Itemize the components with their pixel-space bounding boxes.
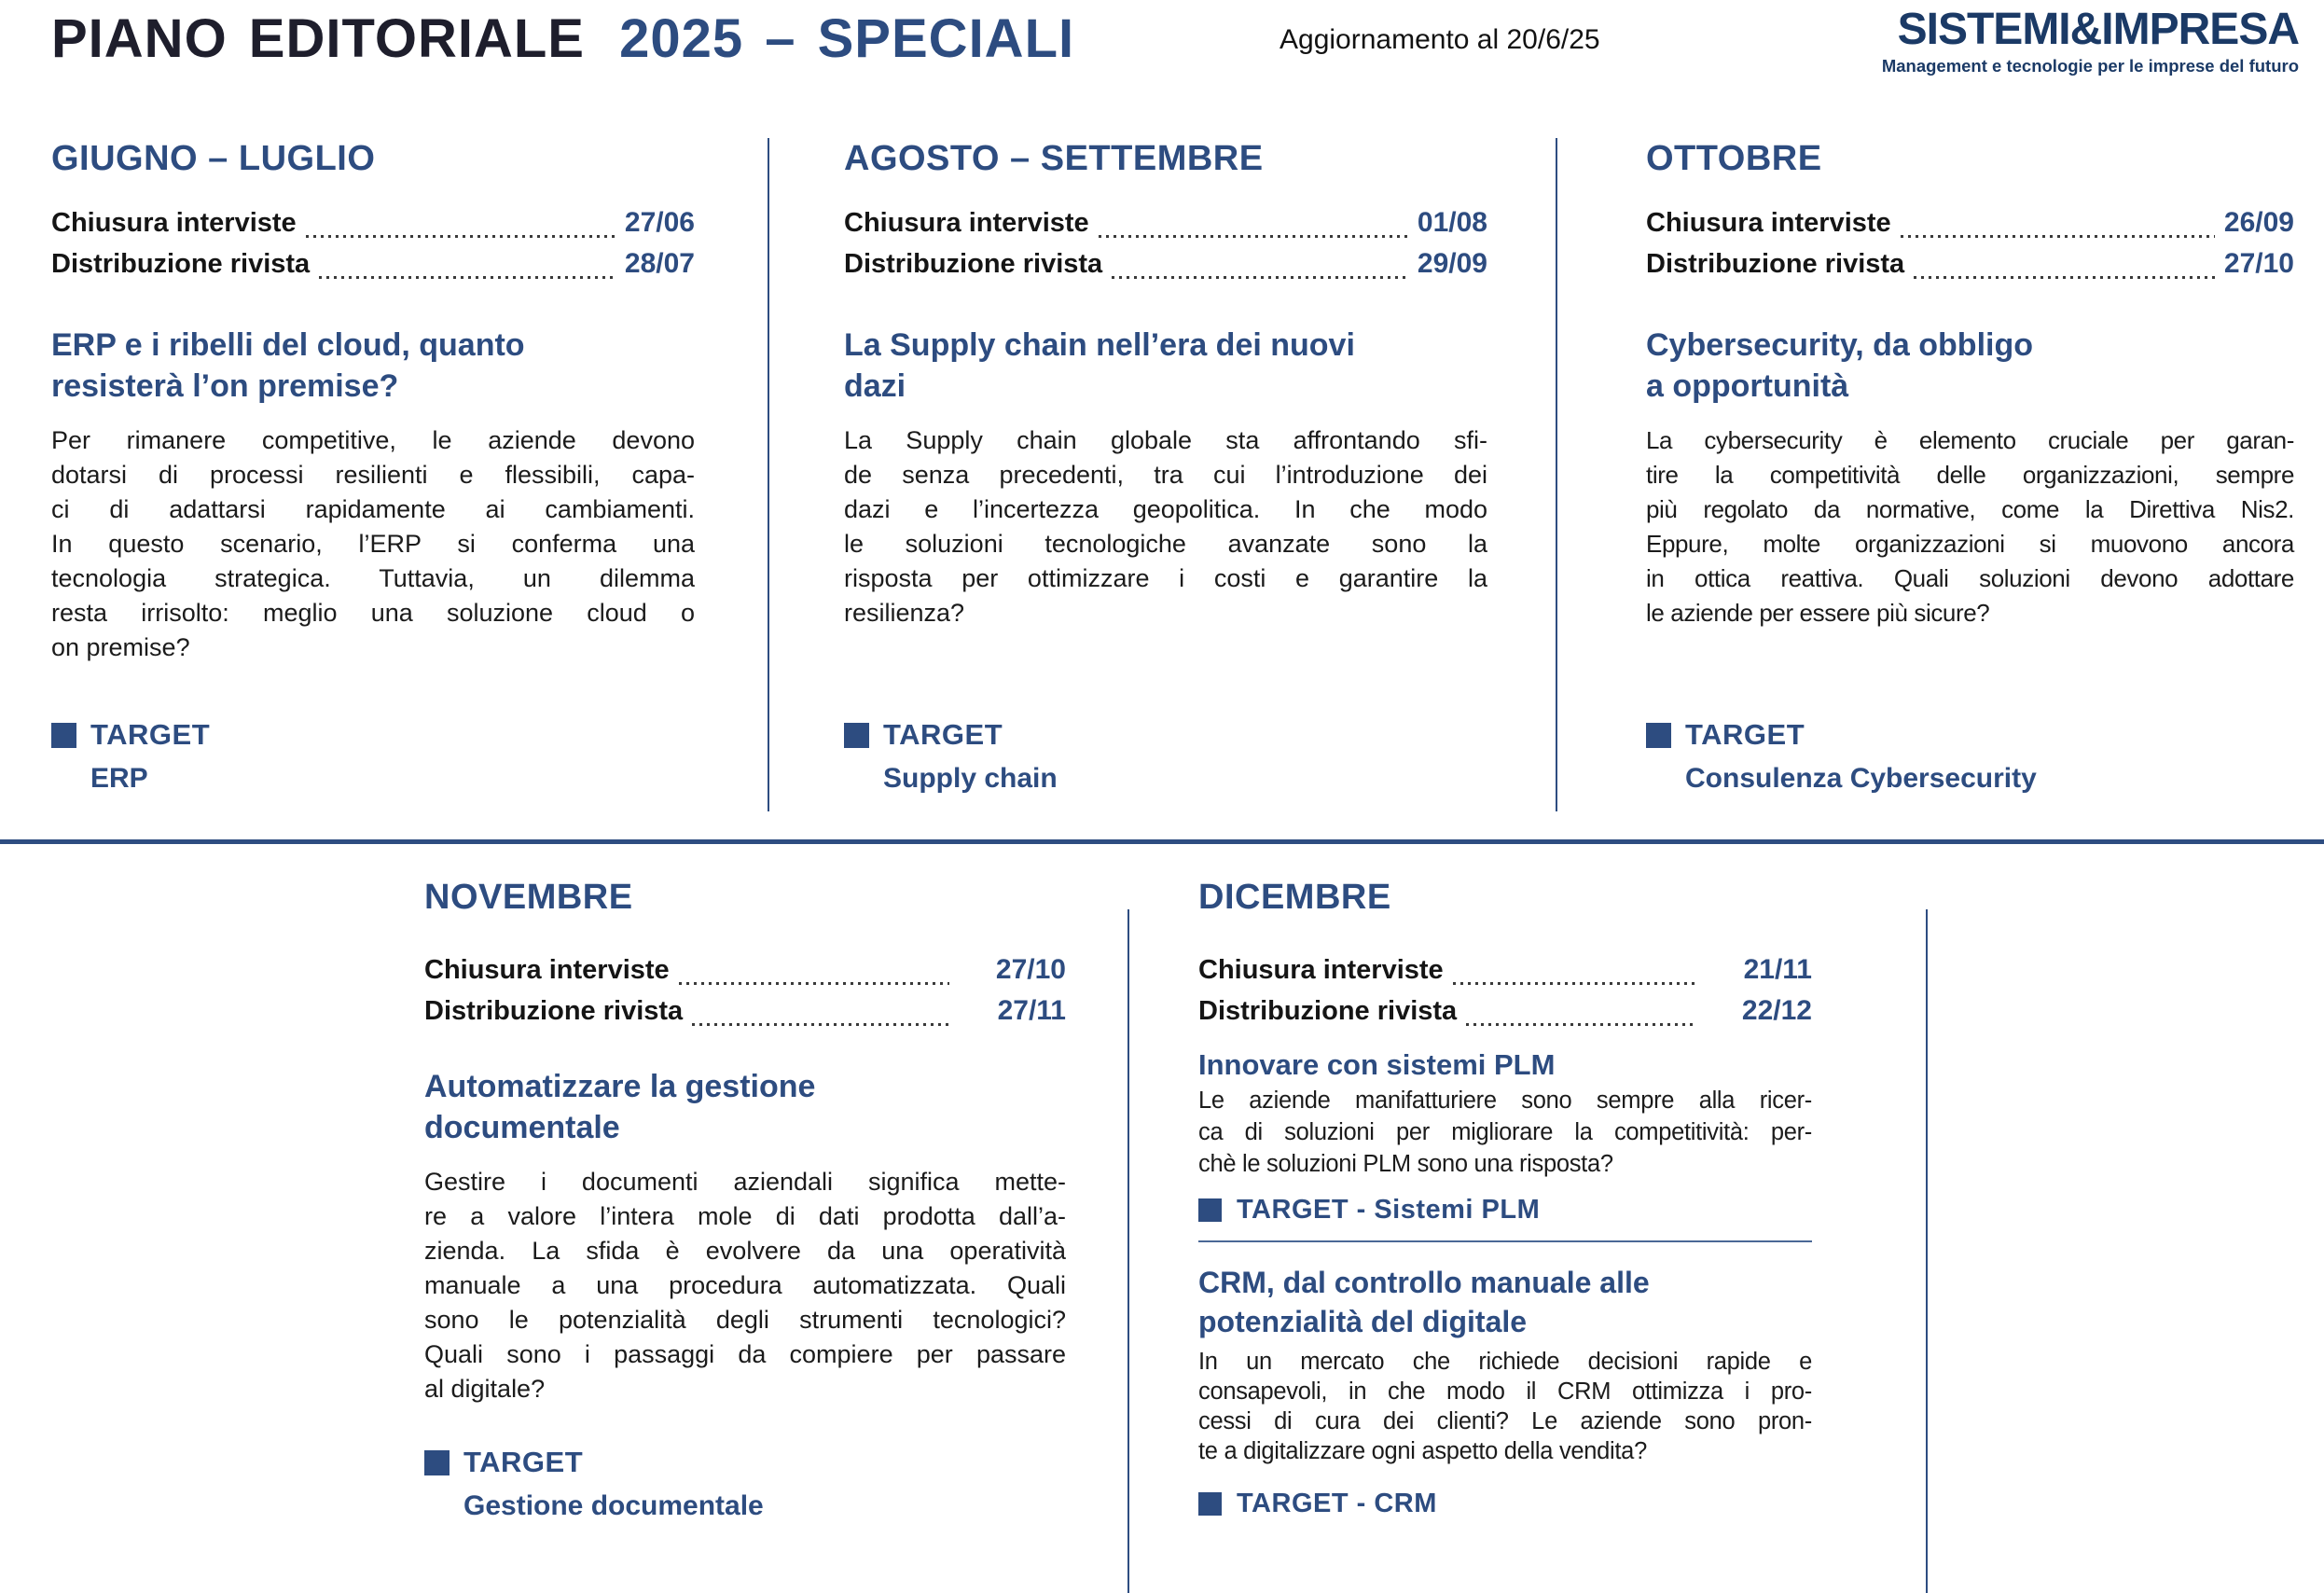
target-row — [1646, 718, 2037, 752]
target-square-icon — [1646, 723, 1671, 748]
month-heading: DICEMBRE — [1198, 878, 1391, 917]
section-ottobre — [1646, 138, 2294, 811]
closing-label: Chiusura interviste — [1646, 208, 1891, 238]
horizontal-divider — [0, 839, 2324, 844]
closing-date: 27/06 — [624, 207, 695, 238]
section-giugno-luglio — [51, 138, 695, 811]
closing-row — [844, 207, 1487, 244]
closing-row — [1198, 954, 1812, 991]
dotted-leader — [1466, 1023, 1695, 1026]
target-row-plm — [1198, 1195, 1812, 1226]
target-value: Consulenza Cybersecurity — [1685, 763, 2037, 794]
vertical-divider — [768, 138, 769, 811]
logo-name: SISTEMI&IMPRESA — [1897, 5, 2299, 54]
target-label: TARGET — [1685, 718, 1805, 751]
target-row-crm — [1198, 1489, 1812, 1519]
target-label: TARGET — [90, 718, 211, 751]
dates-block — [1198, 954, 1812, 1032]
target-square-icon — [1198, 1198, 1222, 1222]
distribution-date: 27/10 — [2223, 248, 2294, 279]
closing-label: Chiusura interviste — [424, 955, 670, 985]
closing-date: 26/09 — [2223, 207, 2294, 238]
article-title: Cybersecurity, da obbligo a opportunità — [1646, 327, 2034, 404]
dates-block — [51, 207, 695, 285]
distribution-row — [1198, 995, 1812, 1032]
target-row — [424, 1446, 764, 1479]
dotted-leader — [692, 1023, 950, 1026]
distribution-label: Distribuzione rivista — [844, 249, 1103, 279]
page-title — [51, 7, 1074, 70]
dotted-leader — [679, 982, 949, 985]
vertical-divider — [1556, 138, 1557, 811]
target-label-plm: TARGET - Sistemi PLM — [1237, 1195, 1541, 1225]
distribution-date: 28/07 — [624, 248, 695, 279]
section-dicembre — [1198, 877, 1812, 1593]
magazine-logo — [1777, 6, 2299, 76]
vertical-divider — [1127, 909, 1129, 1593]
target-block — [424, 1446, 764, 1522]
target-value: Supply chain — [883, 763, 1058, 794]
dotted-leader — [1112, 276, 1408, 279]
distribution-label: Distribuzione rivista — [1198, 996, 1458, 1026]
closing-row — [424, 954, 1066, 991]
target-row — [51, 718, 210, 752]
target-square-icon — [1198, 1492, 1222, 1516]
article-title: La Supply chain nell’era dei nuovi dazi — [844, 327, 1355, 404]
target-label: TARGET — [883, 718, 1003, 751]
page-title-black: PIANO EDITORIALE — [51, 8, 585, 69]
dotted-leader — [306, 235, 616, 238]
dotted-leader — [1901, 235, 2215, 238]
closing-date: 21/11 — [1743, 954, 1812, 985]
target-value: Gestione documentale — [463, 1490, 764, 1521]
target-square-icon — [51, 723, 76, 748]
closing-label: Chiusura interviste — [1198, 955, 1444, 985]
distribution-row — [844, 248, 1487, 285]
month-heading: AGOSTO – SETTEMBRE — [844, 139, 1264, 178]
distribution-label: Distribuzione rivista — [424, 996, 684, 1026]
target-square-icon — [844, 723, 869, 748]
closing-label: Chiusura interviste — [51, 208, 297, 238]
dotted-leader — [319, 276, 616, 279]
dates-block — [1646, 207, 2294, 285]
target-value: ERP — [90, 763, 148, 794]
month-heading: GIUGNO – LUGLIO — [51, 139, 376, 178]
article-title-plm: Innovare con sistemi PLM — [1198, 1048, 1556, 1081]
dotted-leader — [1914, 276, 2215, 279]
article-body: Gestire i documenti aziendali significa mette- re a valore l’intera mole di dati prodotta dall’a- zienda. La sfida è evolvere da una operatività manuale a una procedura automatizzata. Quali sono le potenzialità degli strumenti tecnologici? Quali sono i passaggi da compiere per passare al digitale? — [424, 1168, 1066, 1403]
distribution-row — [424, 995, 1066, 1032]
distribution-label: Distribuzione rivista — [1646, 249, 1905, 279]
month-heading: OTTOBRE — [1646, 139, 1822, 178]
update-note: Aggiornamento al 20/6/25 — [1280, 24, 1600, 55]
closing-date: 01/08 — [1417, 207, 1487, 238]
month-heading: NOVEMBRE — [424, 878, 633, 917]
target-block — [844, 718, 1058, 795]
page-title-blue: 2025 – SPECIALI — [619, 8, 1075, 69]
section-novembre — [424, 877, 1066, 1593]
target-row — [844, 718, 1058, 752]
article-body: La Supply chain globale sta affrontando sfi- de senza precedenti, tra cui l’introduzione dei dazi e l’incertezza geopolitica. In che modo le soluzioni tecnologiche avanzate sono la risposta per ottimizzare i costi e garantire la resilienza? — [844, 426, 1487, 627]
article-body: La cybersecurity è elemento cruciale per garan- tire la competitività delle organizzazioni, sempre più regolato da normative, come la Direttiva Nis2. Eppure, molte organizzazioni si muovono ancora in ottica reattiva. Quali soluzioni devono adottare le aziende per essere più sicure? — [1646, 426, 2294, 627]
logo-tagline: Management e tecnologie per le imprese del futuro — [1881, 56, 2299, 76]
article-title-crm: CRM, dal controllo manuale alle potenzialità del digitale — [1198, 1266, 1650, 1338]
target-label: TARGET — [463, 1446, 584, 1478]
distribution-row — [51, 248, 695, 285]
article-divider — [1198, 1240, 1812, 1242]
target-block — [51, 718, 210, 795]
distribution-row — [1646, 248, 2294, 285]
closing-row — [1646, 207, 2294, 244]
target-label-crm: TARGET - CRM — [1237, 1489, 1437, 1518]
article-body: Per rimanere competitive, le aziende devono dotarsi di processi resilienti e flessibili, capa- ci di adattarsi rapidamente ai cambiamenti. In questo scenario, l’ERP si conferma una tecnologia strategica. Tuttavia, un dilemma resta irrisolto: meglio una soluzione cloud o on premise? — [51, 426, 695, 661]
closing-row — [51, 207, 695, 244]
distribution-date: 22/12 — [1741, 995, 1812, 1026]
dates-block — [844, 207, 1487, 285]
target-block — [1646, 718, 2037, 795]
closing-date: 27/10 — [995, 954, 1066, 985]
section-agosto-settembre — [844, 138, 1487, 811]
distribution-date: 29/09 — [1417, 248, 1487, 279]
dates-block — [424, 954, 1066, 1032]
closing-label: Chiusura interviste — [844, 208, 1089, 238]
dotted-leader — [1099, 235, 1408, 238]
target-square-icon — [424, 1450, 450, 1475]
vertical-divider — [1926, 909, 1928, 1593]
article-body-crm: In un mercato che richiede decisioni rapide e consapevoli, in che modo il CRM ottimizza i pro- cessi di cura dei clienti? Le aziende sono pron- te a digitalizzare ogni aspetto della vendita? — [1198, 1349, 1812, 1464]
distribution-date: 27/11 — [997, 995, 1066, 1026]
article-title: Automatizzare la gestione documentale — [424, 1069, 816, 1145]
article-title: ERP e i ribelli del cloud, quanto resisterà l’on premise? — [51, 327, 525, 404]
article-body-plm: Le aziende manifatturiere sono sempre alla ricer- ca di soluzioni per migliorare la competitività: per- chè le soluzioni PLM sono una risposta? — [1198, 1087, 1812, 1177]
dotted-leader — [1453, 982, 1697, 985]
distribution-label: Distribuzione rivista — [51, 249, 311, 279]
